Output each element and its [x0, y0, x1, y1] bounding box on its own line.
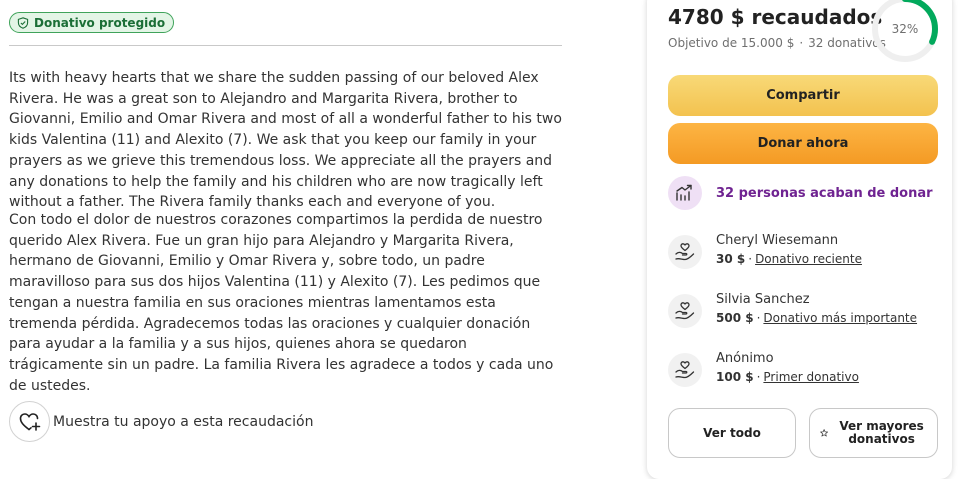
donor-info [716, 233, 862, 266]
donor-tag-link[interactable]: Primer donativo [763, 370, 859, 384]
donor-name: Cheryl Wiesemann [716, 233, 839, 248]
donor-amount: 100 $ [716, 370, 754, 384]
donor-item [668, 292, 917, 328]
donor-item [668, 233, 862, 269]
donor-name: Anónimo [716, 351, 774, 366]
support-icon-circle[interactable] [9, 401, 50, 442]
story-paragraph-english: Its with heavy hearts that we share the sudden passing of our beloved Alex Rivera. He was a great son to Alejandro and Margarita Rivera, brother to Giovanni, Emilio and Omar Rivera and most of all a wonderful father to his two kids Valentina (11) and Alexito (7). We ask that you keep our family in your prayers as we grieve this tremendous loss. We appreciate all the prayers and any donations to help the family and his children who are now tragically left without a father. The Rivera family thanks each and everyone of you. [9, 70, 562, 211]
donation-hands-icon [668, 294, 702, 328]
donor-info [716, 351, 859, 384]
raised-line [668, 5, 882, 29]
donor-tag-link[interactable]: Donativo más importante [763, 311, 918, 325]
badge-label: Donativo protegido [34, 15, 166, 30]
donor-meta [716, 252, 862, 266]
support-label[interactable]: Muestra tu apoyo a esta recaudación [53, 413, 314, 430]
donor-separator: · [748, 252, 753, 266]
story-paragraph-spanish: Con todo el dolor de nuestros corazones compartimos la perdida de nuestro querido Alex Rivera. Fue un gran hijo para Alejandro y Margarita Rivera, hermano de Giovanni, Emilio y Omar Rivera y, sobre todo, un padre maravilloso para sus dos hijos Valentina (11) y Alexito (7). Les pedimos que tengan a nuestra familia en sus oraciones mientras lamentamos esta tremenda pérdida. Agradecemos todas las oraciones y cualquier donación para ayudar a la familia y a sus hijos, quienes ahora se quedaron trágicamente sin un padre. La familia Rivera les agradece a todos y cada uno de ustedes. [9, 212, 554, 394]
donor-separator: · [756, 370, 761, 384]
donor-info [716, 292, 917, 325]
donation-count: 32 donativos [808, 36, 886, 50]
donation-hands-icon [668, 353, 702, 387]
goal-amount: Objetivo de 15.000 $ [668, 36, 795, 50]
goal-separator: · [799, 36, 804, 50]
recent-donations-link[interactable] [668, 176, 933, 210]
recent-donations-label[interactable]: 32 personas acaban de donar [716, 185, 933, 201]
goal-line [668, 36, 886, 50]
share-button[interactable]: Compartir [668, 75, 938, 116]
donor-meta [716, 370, 859, 384]
donate-now-button[interactable]: Donar ahora [668, 123, 938, 164]
donation-hands-icon [668, 235, 702, 269]
raised-amount: 4780 $ recaudados [668, 5, 883, 29]
shield-check-icon [17, 17, 29, 29]
donor-item [668, 351, 859, 387]
donor-tag-link[interactable]: Donativo reciente [755, 252, 862, 266]
divider [9, 45, 562, 46]
support-button[interactable] [9, 401, 313, 442]
heart-plus-icon [19, 412, 41, 432]
star-icon [820, 426, 828, 440]
trending-up-icon [668, 176, 702, 210]
see-top-donations-label[interactable]: Ver mayores donativos [839, 419, 924, 446]
donation-card [647, 0, 952, 479]
donor-meta [716, 311, 917, 325]
donor-amount: 30 $ [716, 252, 746, 266]
progress-percent: 32% [891, 22, 919, 36]
donor-separator: · [756, 311, 761, 325]
protected-donation-badge [9, 12, 174, 33]
see-all-button[interactable]: Ver todo [668, 408, 796, 458]
see-top-donations-button[interactable] [809, 408, 938, 458]
donor-name: Silvia Sanchez [716, 292, 810, 307]
donor-amount: 500 $ [716, 311, 754, 325]
